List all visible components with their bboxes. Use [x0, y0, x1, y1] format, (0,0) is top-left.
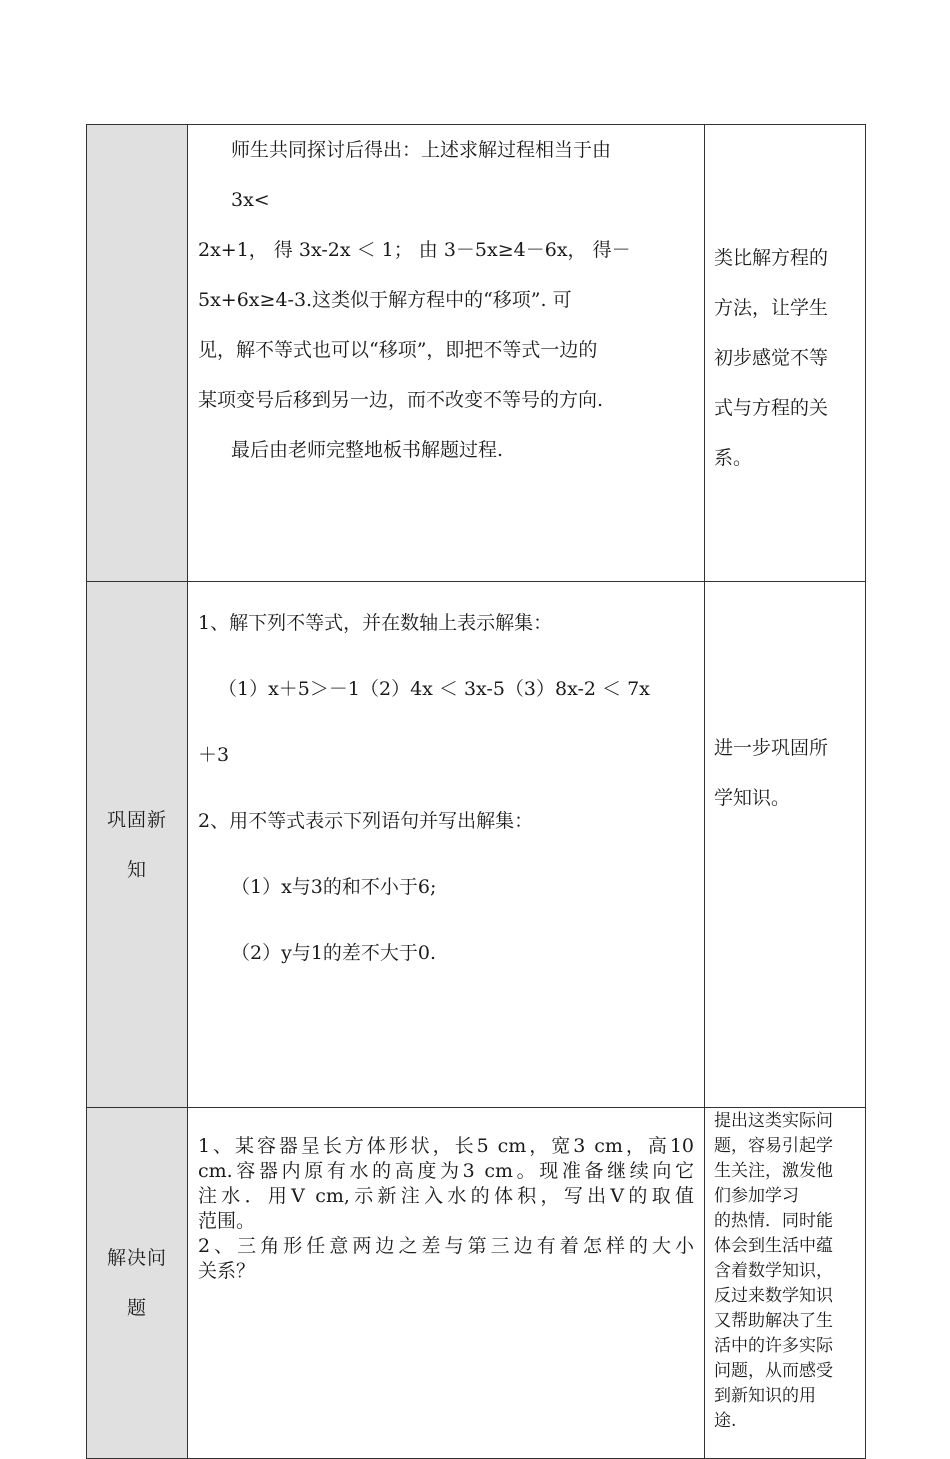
- note-line: 体会到生活中蕴: [714, 1236, 833, 1256]
- design-intent-cell: [705, 125, 866, 582]
- content-line: 3x<: [231, 189, 270, 211]
- note-line: 学知识。: [714, 787, 791, 809]
- content-line: cm.容器内原有水的高度为3 cm。现准备继续向它: [198, 1160, 694, 1182]
- note-line: 到新知识的用: [714, 1386, 816, 1406]
- content-line: （1）x与3的和不小于6;: [231, 876, 437, 898]
- note-line: 的热情．同时能: [714, 1211, 833, 1231]
- content-line: （2）y与1的差不大于0.: [231, 942, 437, 964]
- content-line: ＋3: [198, 744, 230, 766]
- content-line: 5x+6x≥4-3.这类似于解方程中的“移项”. 可: [198, 289, 572, 311]
- note-line: 题，容易引起学: [714, 1136, 833, 1156]
- label-line: 巩固新: [106, 808, 167, 831]
- note-line: 进一步巩固所: [714, 737, 829, 759]
- note-line: 系。: [714, 447, 753, 469]
- note-line: 含着数学知识，: [714, 1261, 833, 1281]
- label-line: 解决问: [106, 1247, 167, 1269]
- content-line: 范围。: [198, 1210, 256, 1232]
- note-line: 活中的许多实际: [714, 1336, 833, 1356]
- content-line: 2、三角形任意两边之差与第三边有着怎样的大小: [198, 1235, 694, 1257]
- note-line: 途.: [714, 1411, 737, 1431]
- content-line: 2、用不等式表示下列语句并写出解集：: [198, 810, 534, 832]
- row-label-empty: [87, 125, 188, 582]
- teaching-content-cell: [188, 582, 705, 1108]
- note-line: 初步感觉不等: [714, 347, 829, 369]
- note-line: 式与方程的关: [714, 397, 829, 419]
- content-line: 最后由老师完整地板书解题过程.: [231, 439, 504, 461]
- teaching-content-cell: [188, 1108, 705, 1459]
- table-row-derivation: [87, 125, 866, 582]
- note-line: 反过来数学知识: [714, 1286, 833, 1306]
- content-line: 见，解不等式也可以“移项”，即把不等式一边的: [198, 339, 598, 361]
- content-line: （1）x＋5＞－1（2）4x ＜ 3x-5（3）8x-2 ＜ 7x: [218, 678, 650, 700]
- content-line: 某项变号后移到另一边，而不改变不等号的方向.: [198, 389, 604, 411]
- row-label-problem-solving: [87, 1108, 188, 1459]
- table-row-consolidate: [87, 582, 866, 1108]
- label-line: 知: [126, 858, 147, 881]
- note-line: 提出这类实际问: [714, 1111, 833, 1131]
- content-line: 注水．用V cm,示新注入水的体积，写出V的取值: [198, 1185, 694, 1207]
- lesson-plan-table: [86, 124, 866, 1459]
- note-line: 类比解方程的: [714, 247, 829, 269]
- note-line: 们参加学习: [714, 1186, 799, 1206]
- content-line: 2x+1， 得 3x-2x ＜ 1； 由 3－5x≥4－6x， 得－: [198, 239, 631, 261]
- design-intent-cell: [705, 582, 866, 1108]
- design-intent-cell: [705, 1108, 866, 1459]
- label-line: 题: [126, 1297, 147, 1319]
- note-line: 生关注，激发他: [714, 1161, 833, 1181]
- teaching-content-cell: [188, 125, 705, 582]
- note-line: 又帮助解决了生: [714, 1311, 833, 1331]
- content-line: 关系？: [198, 1260, 256, 1282]
- content-line: 1、某容器呈长方体形状，长5 cm，宽3 cm，高10: [198, 1135, 694, 1157]
- note-line: 方法，让学生: [714, 297, 829, 319]
- table-row-problem-solving: [87, 1108, 866, 1459]
- note-line: 问题，从而感受: [714, 1361, 833, 1381]
- row-label-consolidate: [87, 582, 188, 1108]
- content-line: 1、解下列不等式，并在数轴上表示解集：: [198, 612, 553, 634]
- content-line: 师生共同探讨后得出：上述求解过程相当于由: [231, 139, 612, 161]
